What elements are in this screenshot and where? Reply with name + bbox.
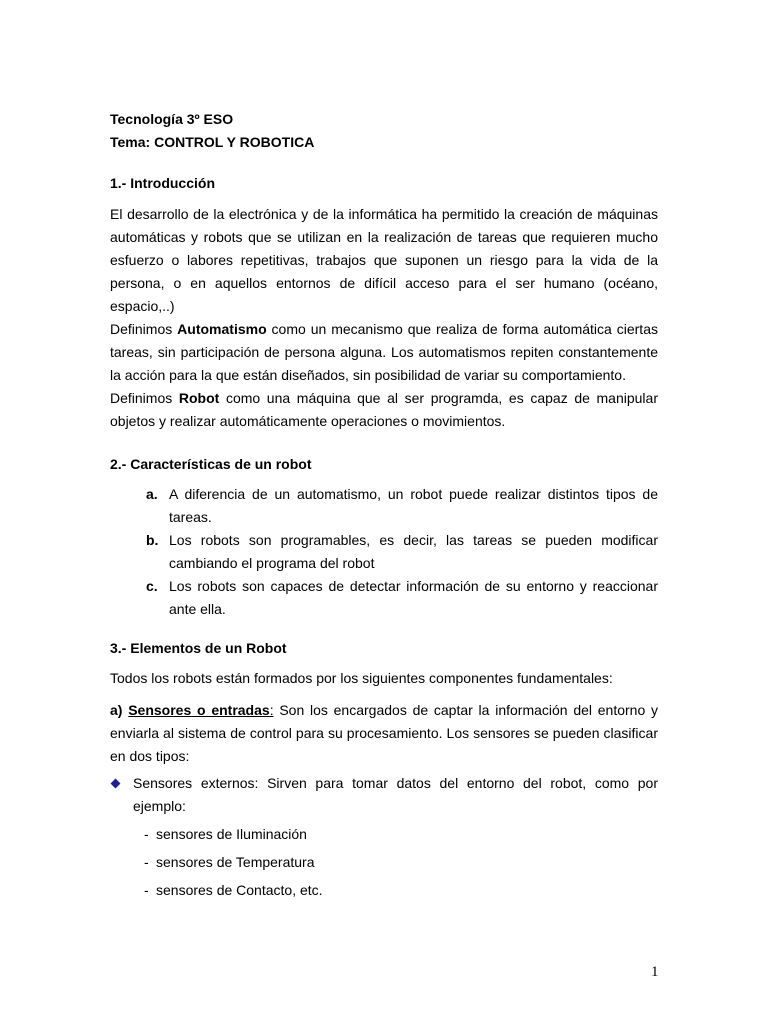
automatismo-term: Automatismo — [177, 321, 267, 337]
elements-intro: Todos los robots están formados por los siguientes componentes fundamentales: — [110, 670, 613, 686]
page-number: 1 — [651, 964, 659, 980]
section-3-heading: 3.- Elementos de un Robot — [110, 640, 287, 656]
intro-paragraph: El desarrollo de la electrónica y de la informática ha permitido la creación de máquinas automáticas y robots que se utilizan en la realización de tareas que requieren mucho esfuerzo o labores repetitivas, trabajos que suponen un riesgo para la vida de la persona, o en aquellos entornos de difícil acceso para el ser humano (océano, espacio,..) — [110, 206, 658, 314]
list-item: - sensores de Iluminación — [144, 826, 307, 842]
section-2-heading: 2.- Características de un robot — [110, 456, 312, 472]
list-item: a. A diferencia de un automatismo, un robot puede realizar distintos tipos de tareas. — [146, 486, 658, 525]
document-body — [110, 108, 658, 902]
robot-definition: Definimos Robot como una máquina que al ser programda, es capaz de manipular objetos y realizar automáticamente operaciones o movimientos. — [110, 390, 658, 429]
course-title: Tecnología 3º ESO — [110, 111, 234, 127]
automatismo-definition: Definimos Automatismo como un mecanismo que realiza de forma automática ciertas tareas, sin participación de persona alguna. Los automatismos repiten constantemente la acción para la que están diseñados, sin posibilidad de variar su comportamiento. — [110, 321, 658, 383]
topic-title: Tema: CONTROL Y ROBOTICA — [110, 134, 315, 150]
external-sensors-bullet: Sensores externos: Sirven para tomar datos del entorno del robot, como por ejemplo: — [110, 772, 658, 818]
robot-term: Robot — [178, 390, 220, 406]
list-item: - sensores de Temperatura — [144, 854, 315, 870]
diamond-bullet-icon — [111, 779, 121, 789]
sensors-term: Sensores o entradas — [128, 702, 270, 718]
characteristics-list — [146, 483, 658, 621]
list-item: b. Los robots son programables, es decir, las tareas se pueden modificar cambiando el programa del robot — [146, 532, 658, 571]
sensors-paragraph: a) Sensores o entradas: Son los encargados de captar la información del entorno y enviarla al sistema de control para su procesamiento. Los sensores se pueden clasificar en dos tipos: — [110, 702, 659, 764]
list-item: - sensores de Contacto, etc. — [144, 882, 323, 898]
list-item: c. Los robots son capaces de detectar información de su entorno y reaccionar ante ella. — [146, 578, 658, 617]
section-1-heading: 1.- Introducción — [110, 175, 215, 191]
